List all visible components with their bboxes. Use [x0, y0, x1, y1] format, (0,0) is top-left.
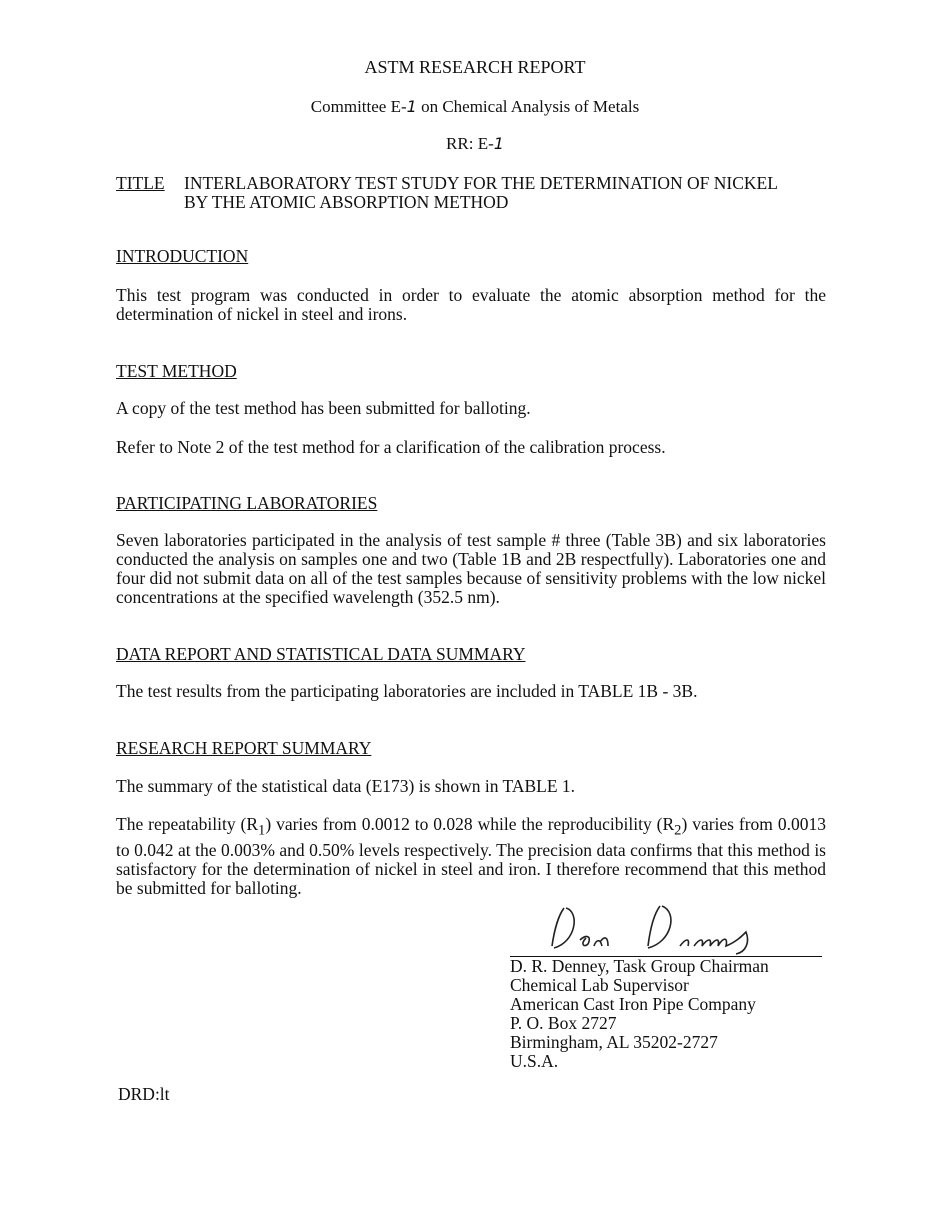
data-report-paragraph: The test results from the participating laboratories are included in TABLE 1B - 3B. — [116, 681, 698, 701]
introduction-paragraph: This test program was conducted in order to evaluate the atomic absorption method for the determination of nickel in steel and irons. — [116, 285, 826, 324]
test-method-text-2 — [116, 438, 826, 457]
signatory-title: Chemical Lab Supervisor — [510, 975, 689, 995]
conclusion-text: ) varies from 0.0013 to 0.042 at the 0.003% and 0.50% levels respectively. The precision data confirms that this method is satisfactory for the determination of nickel in steel and iron. I therefore recommend that this method be submitted for balloting. — [116, 814, 826, 898]
participating-labs-text — [116, 531, 826, 607]
summary-text-1 — [116, 777, 826, 796]
po-box: P. O. Box 2727 — [510, 1013, 617, 1033]
subscript-1: 1 — [258, 822, 266, 839]
summary-paragraph-2 — [116, 815, 826, 898]
typist-initials: DRD:lt — [118, 1084, 170, 1104]
committee-suffix: on Chemical Analysis of Metals — [416, 97, 640, 116]
repeatability-text: The repeatability (R — [116, 814, 259, 834]
committee-line — [0, 97, 950, 116]
signatory-name: D. R. Denney, Task Group Chairman — [510, 956, 769, 976]
committee-handwritten-number: 1 — [406, 97, 417, 116]
data-report-heading: DATA REPORT AND STATISTICAL DATA SUMMARY — [116, 644, 526, 664]
rr-handwritten-number: 1 — [493, 134, 504, 153]
test-method-paragraph-2: Refer to Note 2 of the test method for a clarification of the calibration process. — [116, 437, 666, 457]
country: U.S.A. — [510, 1051, 559, 1071]
title-label: TITLE — [116, 173, 165, 193]
city-state-zip: Birmingham, AL 35202-2727 — [510, 1032, 718, 1052]
signature-line — [510, 900, 822, 957]
title-line-1: INTERLABORATORY TEST STUDY FOR THE DETERMINATION OF NICKEL — [184, 173, 778, 193]
title-text — [184, 174, 834, 212]
participating-labs-paragraph: Seven laboratories participated in the analysis of test sample # three (Table 3B) and six laboratories conducted the analysis on samples one and two (Table 1B and 2B respectfully). Laboratories one and four did not submit data on all of the test samples because of sensitivity problems with the low nickel concentrations at the specified wavelength (352.5 nm). — [116, 530, 826, 607]
title-line-2: BY THE ATOMIC ABSORPTION METHOD — [184, 192, 509, 212]
summary-paragraph-1: The summary of the statistical data (E173) is shown in TABLE 1. — [116, 776, 576, 796]
report-title: ASTM RESEARCH REPORT — [364, 57, 586, 77]
introduction-text — [116, 286, 826, 324]
summary-heading: RESEARCH REPORT SUMMARY — [116, 738, 372, 758]
signature-block — [510, 900, 830, 1071]
test-method-paragraph-1: A copy of the test method has been submitted for balloting. — [116, 398, 531, 418]
data-report-text — [116, 682, 826, 701]
test-method-heading: TEST METHOD — [116, 361, 237, 381]
introduction-heading: INTRODUCTION — [116, 246, 249, 266]
company-name: American Cast Iron Pipe Company — [510, 994, 756, 1014]
rr-prefix: RR: E- — [446, 134, 494, 153]
signature-text — [510, 957, 830, 1071]
test-method-text-1 — [116, 399, 826, 418]
handwritten-signature — [540, 902, 780, 956]
participating-labs-heading: PARTICIPATING LABORATORIES — [116, 493, 378, 513]
summary-text-2 — [116, 815, 826, 898]
reproducibility-text: ) varies from 0.0012 to 0.028 while the reproducibility (R — [265, 814, 675, 834]
subscript-2: 2 — [674, 822, 682, 839]
committee-prefix: Committee E- — [310, 97, 407, 116]
rr-line — [0, 134, 950, 153]
